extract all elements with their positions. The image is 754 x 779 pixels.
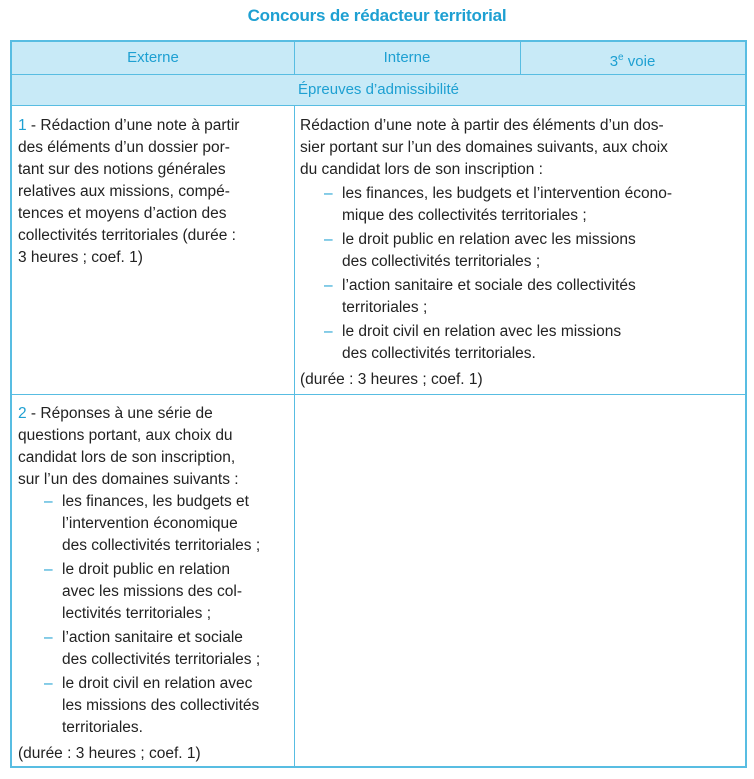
- divider: [294, 42, 295, 74]
- line-text: sur l’un des domaines suivants :: [18, 471, 239, 488]
- divider: [12, 394, 745, 395]
- bullet-item: [18, 627, 290, 671]
- text-line: [18, 137, 290, 159]
- duration-note: (durée : 3 heures ; coef. 1): [18, 745, 201, 762]
- voie-number: 3: [609, 53, 619, 70]
- text-line: [18, 469, 290, 491]
- text-line: [18, 203, 290, 225]
- line-text: - Rédaction d’une note à partir: [26, 117, 240, 134]
- text-line: le droit civil en relation avec: [62, 675, 253, 692]
- dash-bullet: –: [44, 675, 53, 692]
- text-line: [18, 115, 290, 137]
- divider: [12, 105, 745, 106]
- text-line: lectivités territoriales ;: [62, 605, 212, 622]
- item-number: 1: [18, 117, 27, 134]
- text-line: territoriales.: [62, 719, 143, 736]
- line-text: - Réponses à une série de: [26, 405, 213, 422]
- text-line: sier portant sur l’un des domaines suivants, aux choix: [300, 139, 668, 156]
- line-text: tences et moyens d’action des: [18, 205, 227, 222]
- dash-bullet: –: [324, 185, 333, 202]
- bullet-list: [300, 183, 740, 365]
- text-line: du candidat lors de son inscription :: [300, 161, 543, 178]
- text-line: [18, 247, 290, 269]
- dash-bullet: –: [44, 629, 53, 646]
- text-line: les missions des collectivités: [62, 697, 260, 714]
- text-line: mique des collectivités territoriales ;: [342, 207, 587, 224]
- dash-bullet: –: [324, 277, 333, 294]
- voie-superscript: e: [618, 52, 624, 63]
- bullet-item: [300, 229, 740, 273]
- text-line: [18, 181, 290, 203]
- text-line: [18, 425, 290, 447]
- header-externe: Externe: [12, 42, 294, 74]
- text-line: territoriales ;: [342, 299, 428, 316]
- divider: [520, 42, 521, 74]
- text-line: Rédaction d’une note à partir des éléments d’un dos-: [300, 117, 664, 134]
- text-line: [18, 403, 290, 425]
- text-line: l’action sanitaire et sociale: [62, 629, 243, 646]
- interne-3e-voie-epreuve-1: [300, 115, 740, 391]
- page-title: Concours de rédacteur territorial: [247, 6, 507, 25]
- text-line: des collectivités territoriales ;: [342, 253, 541, 270]
- text-line: l’action sanitaire et sociale des collectivités: [342, 277, 636, 294]
- line-text: 3 heures ; coef. 1): [18, 249, 143, 266]
- text-line: des collectivités territoriales ;: [62, 651, 261, 668]
- divider: [294, 105, 295, 766]
- divider: [12, 74, 745, 75]
- text-line: [18, 225, 290, 247]
- text-line: les finances, les budgets et l’intervention écono-: [342, 185, 673, 202]
- bullet-item: [300, 321, 740, 365]
- text-line: le droit public en relation avec les missions: [342, 231, 636, 248]
- header-interne: Interne: [294, 42, 520, 74]
- bullet-item: [18, 673, 290, 739]
- line-text: collectivités territoriales (durée :: [18, 227, 236, 244]
- dash-bullet: –: [44, 493, 53, 510]
- line-text: candidat lors de son inscription,: [18, 449, 236, 466]
- section-header: Épreuves d’admissibilité: [12, 75, 745, 105]
- header-3e-voie: [520, 42, 745, 74]
- line-text: des éléments d’un dossier por-: [18, 139, 230, 156]
- text-line: les finances, les budgets et: [62, 493, 249, 510]
- dash-bullet: –: [324, 323, 333, 340]
- bullet-item: [300, 275, 740, 319]
- bullet-item: [300, 183, 740, 227]
- voie-text: voie: [623, 53, 656, 70]
- item-number: 2: [18, 405, 27, 422]
- text-line: l’intervention économique: [62, 515, 238, 532]
- text-line: des collectivités territoriales.: [342, 345, 536, 362]
- text-line: le droit civil en relation avec les missions: [342, 323, 622, 340]
- dash-bullet: –: [324, 231, 333, 248]
- line-text: questions portant, aux choix du: [18, 427, 233, 444]
- dash-bullet: –: [44, 561, 53, 578]
- externe-epreuve-2: [18, 403, 290, 765]
- text-line: des collectivités territoriales ;: [62, 537, 261, 554]
- text-line: avec les missions des col-: [62, 583, 243, 600]
- line-text: relatives aux missions, compé-: [18, 183, 230, 200]
- line-text: tant sur des notions générales: [18, 161, 226, 178]
- exam-table: [10, 40, 747, 768]
- bullet-item: [18, 559, 290, 625]
- duration-note: (durée : 3 heures ; coef. 1): [300, 371, 483, 388]
- externe-epreuve-1: [18, 115, 290, 269]
- text-line: [18, 447, 290, 469]
- text-line: le droit public en relation: [62, 561, 231, 578]
- text-line: [18, 159, 290, 181]
- bullet-item: [18, 491, 290, 557]
